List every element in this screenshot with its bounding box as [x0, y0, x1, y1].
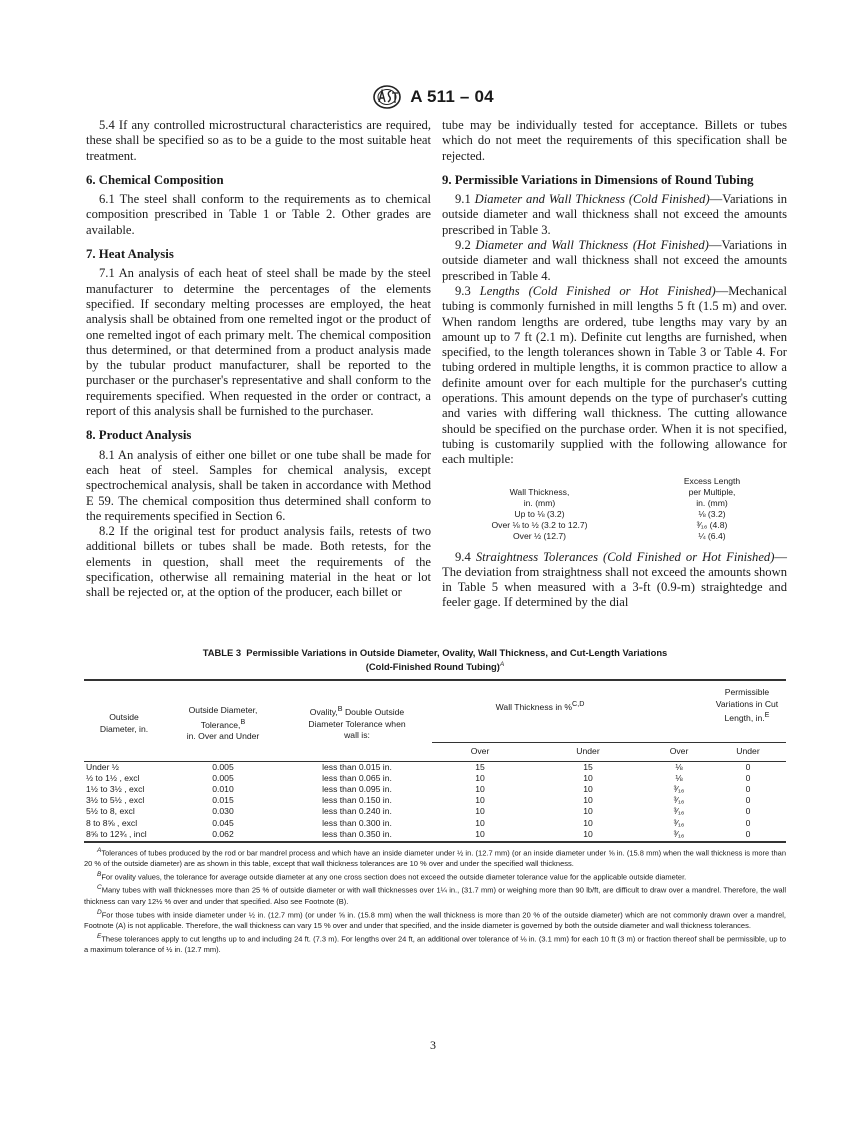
table-cell-od: 3½ to 5½ , excl — [86, 795, 145, 806]
table-cell: Over ½ (12.7) — [512, 530, 566, 541]
page-number: 3 — [430, 1038, 436, 1052]
table-cell-cut-under: 0 — [745, 795, 751, 806]
table-3-grid — [84, 681, 786, 840]
column-header: in. (mm) — [696, 497, 728, 508]
paragraph-title: Diameter and Wall Thickness (Hot Finished) — [475, 238, 709, 253]
astm-logo-icon — [372, 84, 402, 110]
footnote — [84, 870, 786, 883]
table-cell-cut-over: ⅛ — [648, 761, 710, 773]
column-header: per Multiple, — [688, 486, 736, 497]
header-cut-over: Over — [648, 743, 710, 761]
table-row — [84, 806, 786, 817]
header-wall-over: Over — [432, 743, 528, 761]
header-outside-diameter — [84, 681, 164, 761]
right-column — [442, 118, 787, 611]
footnote-ref: B — [337, 705, 343, 714]
table-row — [84, 784, 786, 795]
table-cell-wall-over: 10 — [475, 828, 485, 839]
table-cell-cut-under: 0 — [745, 817, 751, 828]
header-text: Outside Diameter, in. — [99, 712, 149, 734]
wall-thickness-column — [442, 476, 637, 542]
table-cell: ³⁄₁₆ (4.8) — [696, 519, 728, 530]
table-cell-wall-under: 10 — [583, 828, 593, 839]
table-cell-wall-over: 10 — [475, 772, 485, 783]
paragraph-number: 9.2 — [455, 238, 471, 253]
column-header: Wall Thickness, — [509, 486, 570, 497]
footnote-text: For ovality values, the tolerance for average outside diameter at any one cross section does not exceed the outside diameter tolerance value for the applicable outside diameter. — [101, 872, 687, 882]
table-cell-od: Under ½ — [84, 761, 164, 773]
table-cell-ovality: less than 0.095 in. — [322, 784, 392, 795]
header-ovality — [282, 681, 432, 761]
table-cell-wall-under: 10 — [583, 784, 593, 795]
column-header: in. (mm) — [523, 497, 556, 508]
table-row — [84, 818, 786, 829]
table-cell-wall-under: 10 — [583, 806, 593, 817]
table-cell-cut-over: ³⁄₁₆ — [673, 817, 685, 828]
footnote-mark: E — [97, 932, 102, 940]
table-cell-wall-over: 10 — [475, 784, 485, 795]
header-od-tolerance — [164, 681, 282, 761]
paragraph-number: 9.1 — [455, 192, 471, 207]
table-cell-wall-over: 10 — [475, 806, 485, 817]
table-cell-wall-under: 10 — [583, 817, 593, 828]
table-cell-wall-under: 10 — [583, 795, 593, 806]
table-title-line — [84, 659, 786, 673]
footnote — [84, 908, 786, 932]
paragraph-9-4 — [442, 550, 787, 611]
header-text: Permissible Variations in Cut Length, in. — [715, 687, 779, 723]
table-row — [84, 773, 786, 784]
table-cell: Over ⅛ to ½ (3.2 to 12.7) — [491, 519, 588, 530]
paragraph-number: 9.4 — [455, 549, 471, 564]
footnote-ref: E — [764, 710, 770, 719]
paragraph-text: —Variations in outside diameter and wall thickness shall not exceed the amounts prescribed in Table 4. — [442, 238, 787, 283]
paragraph-title: Diameter and Wall Thickness (Cold Finished) — [474, 192, 710, 207]
paragraph-8-2: 8.2 If the original test for product analysis fails, retests of two additional billets or tubes shall be made. Both retests, for the elements in question, shall meet the requirements of the specification, otherwise all remaining material in the heat or lot shall be rejected or, at the option of the producer, each billet or — [86, 524, 431, 600]
table-cell-ovality: less than 0.240 in. — [322, 806, 392, 817]
paragraph-text: —Variations in outside diameter and wall thickness shall not exceed the amounts prescribed in Table 3. — [442, 192, 787, 237]
paragraph-8-1: 8.1 An analysis of either one billet or one tube shall be made for each heat of steel. Samples for chemical analysis, except spectrochemical analysis, shall be taken in accordance with Method E 59. The chemical composition thus determined shall conform to the requirements specified in Section 6. — [86, 447, 431, 523]
paragraph-9-1 — [442, 192, 787, 238]
header-wall-thickness — [432, 681, 648, 743]
paragraph-5-4: 5.4 If any controlled microstructural characteristics are required, these shall be specified so as to be a guide to the most suitable heat treatment. — [86, 118, 431, 163]
table-cell-od: 8⅝ to 12¾ , incl — [86, 828, 147, 839]
paragraph-8-2-continued: tube may be individually tested for acceptance. Billets or tubes which do not meet the requirements of this specification shall be rejected. — [442, 118, 787, 163]
footnote — [84, 846, 786, 870]
table-cell-od: 8 to 8⅝ , excl — [86, 817, 138, 828]
excess-length-column — [637, 476, 787, 542]
footnote-mark: D — [97, 908, 102, 916]
page-header — [0, 84, 866, 115]
footnote-text: Tolerances of tubes produced by the rod or bar mandrel process and which have an inside diameter under ½ in. (12.7 mm) (or an inside diameter under ⅝ in. (15.8 mm) when the wall thickness is more than 20 % of the outside diameter) are as shown in this table, except that wall thickness tolerances are 10 % over and under the specified wall thickness. — [84, 848, 786, 869]
table-cell-ovality: less than 0.065 in. — [322, 772, 392, 783]
table-cell-cut-under: 0 — [745, 784, 751, 795]
footnote-mark: A — [97, 847, 102, 855]
table-cell-wall-under: 10 — [583, 772, 593, 783]
table-cell-ovality: less than 0.350 in. — [322, 828, 392, 839]
table-cell-od-tol: 0.030 — [212, 806, 234, 817]
paragraph-6-1: 6.1 The steel shall conform to the requirements as to chemical composition prescribed in Table 1 or Table 2. Other grades are available. — [86, 192, 431, 237]
paragraph-number: 9.3 — [455, 283, 471, 298]
paragraph-title: Straightness Tolerances (Cold Finished or Hot Finished) — [475, 549, 775, 564]
table-cell-od-tol: 0.062 — [212, 828, 234, 839]
table-cell-cut-under: 0 — [745, 772, 751, 783]
table-cell-cut-under: 0 — [710, 761, 786, 773]
table-cell-cut-over: ³⁄₁₆ — [673, 806, 685, 817]
header-text: in. Over and Under — [186, 731, 260, 741]
footnote — [84, 883, 786, 907]
section-heading-8: 8. Product Analysis — [86, 428, 192, 443]
table-row — [84, 761, 786, 773]
table-bottom-rule — [84, 841, 786, 843]
table-cell-cut-over: ³⁄₁₆ — [673, 828, 685, 839]
table-cell-cut-under: 0 — [745, 806, 751, 817]
table-cell-wall-over: 10 — [475, 795, 485, 806]
table-cell-wall-over: 10 — [475, 817, 485, 828]
footnote-text: Many tubes with wall thicknesses more than 25 % of outside diameter or with wall thicknesses over 1¼ in., (31.7 mm) or weighing more than 90 lb/ft, are difficult to draw over a mandrel. Therefore, the wall thickness can vary 12½ % over and under that specified. Also see Footnote (B). — [84, 885, 786, 906]
header-text: Outside Diameter, Tolerance, — [188, 705, 258, 730]
paragraph-9-3 — [442, 284, 787, 468]
paragraph-text: —The deviation from straightness shall not exceed the amounts shown in Table 5 when measured with a 3-ft (0.9-m) straightedge and feeler gage. If determined by the dial — [442, 549, 787, 610]
table-cell-od-tol: 0.015 — [212, 795, 234, 806]
table-3 — [84, 647, 786, 956]
table-cell: Up to ⅛ (3.2) — [514, 508, 565, 519]
section-heading-7: 7. Heat Analysis — [86, 247, 174, 262]
paragraph-title: Lengths (Cold Finished or Hot Finished) — [479, 283, 716, 298]
table-cell-od-tol: 0.005 — [164, 761, 282, 773]
table-cell-cut-over: ³⁄₁₆ — [673, 795, 685, 806]
table-cell-cut-over: ⅛ — [675, 772, 683, 783]
footnote-mark: B — [97, 871, 102, 879]
table-title — [84, 647, 786, 673]
paragraph-9-2 — [442, 238, 787, 284]
table-title-line: TABLE 3 Permissible Variations in Outside Diameter, Ovality, Wall Thickness, and Cut-Length Variations — [202, 647, 668, 658]
table-row — [84, 829, 786, 840]
header-cut-under: Under — [710, 743, 786, 761]
footnote-ref: B — [240, 717, 246, 726]
column-header: Excess Length — [683, 475, 741, 486]
table-footnotes — [84, 846, 786, 956]
header-cut-length — [648, 681, 786, 743]
table-cell-ovality: less than 0.150 in. — [322, 795, 392, 806]
footnote-mark: C — [97, 884, 102, 892]
table-cell: ¼ (6.4) — [698, 530, 726, 541]
footnote-ref: A — [499, 661, 505, 668]
table-cell-ovality: less than 0.015 in. — [282, 761, 432, 773]
table-cell-wall-under: 15 — [528, 761, 648, 773]
left-column — [86, 118, 431, 601]
header-wall-under: Under — [528, 743, 648, 761]
table-cell-od-tol: 0.005 — [212, 772, 234, 783]
header-text: Wall Thickness in % — [495, 701, 573, 712]
cutting-allowance-table — [442, 476, 787, 542]
table-cell-cut-over: ³⁄₁₆ — [673, 784, 685, 795]
footnote-text: These tolerances apply to cut lengths up to and including 24 ft. (7.3 m). For lengths over 24 ft, an additional over tolerance of ⅛ in. (3.1 mm) for each 10 ft (3 m) or fraction thereof shall be permissible, up to a maximum tolerance of ½ in. (12.7 mm). — [84, 934, 786, 954]
table-subtitle: (Cold-Finished Round Tubing) — [365, 661, 500, 673]
table-cell-od-tol: 0.010 — [212, 784, 234, 795]
table-cell-od: 1½ to 3½ , excl — [86, 784, 145, 795]
section-heading-6: 6. Chemical Composition — [86, 172, 224, 187]
table-cell: ⅛ (3.2) — [698, 508, 726, 519]
table-body — [84, 761, 786, 840]
table-cell-ovality: less than 0.300 in. — [322, 817, 392, 828]
standard-designation: A 511 – 04 — [410, 87, 494, 106]
table-cell-od: ½ to 1½ , excl — [86, 772, 140, 783]
footnote-ref: C,D — [572, 699, 585, 708]
footnote-text: For those tubes with inside diameter under ½ in. (12.7 mm) (or under ⅝ in. (15.8 mm) when the wall thickness is more than 20 % of the outside diameter) which are not commonly drawn over a mandrel, Footnote (A) is not applicable. Therefore, the wall thickness can vary 15 % over and under that specified, and the inside diameter is governed by both the outside diameter and wall thickness tolerances. — [84, 910, 786, 930]
table-cell-wall-over: 15 — [432, 761, 528, 773]
table-cell-od-tol: 0.045 — [212, 817, 234, 828]
header-text: Ovality, — [309, 707, 338, 718]
header-text: Double Outside Diameter Tolerance when wall is: — [308, 707, 406, 740]
table-row — [84, 795, 786, 806]
table-cell-cut-under: 0 — [745, 828, 751, 839]
section-heading-9: 9. Permissible Variations in Dimensions of Round Tubing — [442, 172, 754, 187]
paragraph-7-1: 7.1 An analysis of each heat of steel shall be made by the steel manufacturer to determine the percentages of the elements specified. If secondary melting processes are employed, the heat analysis shall be obtained from one remelted ingot or the product of one remelted ingot of each primary melt. The chemical composition thus determined, or that determined from a product analysis made by the tubular product manufacturer, shall be reported to the purchaser or the purchaser's representative and shall conform to the requirements specified. When requested in the order or contract, a report of this analysis shall be furnished to the purchaser. — [86, 266, 431, 419]
table-cell-od: 5½ to 8, excl — [86, 806, 135, 817]
paragraph-text: —Mechanical tubing is commonly furnished in mill lengths 5 ft (1.5 m) and over. When random lengths are ordered, tube lengths may vary by an amount up to 7 ft (2.1 m). Definite cut lengths are furnished, when specified, to the length tolerances shown in Table 3 or Table 4. For tubing ordered in multiple lengths, it is common practice to allow a definite amount over for each multiple for the purchaser's cutting operations. This amount depends on the type of purchaser's cutting and varies with differing wall thickness. The cutting allowance should be specified on the purchase order. When it is not specified, tubing is customarily supplied with the following allowance for each multiple: — [442, 283, 787, 467]
footnote — [84, 932, 786, 956]
